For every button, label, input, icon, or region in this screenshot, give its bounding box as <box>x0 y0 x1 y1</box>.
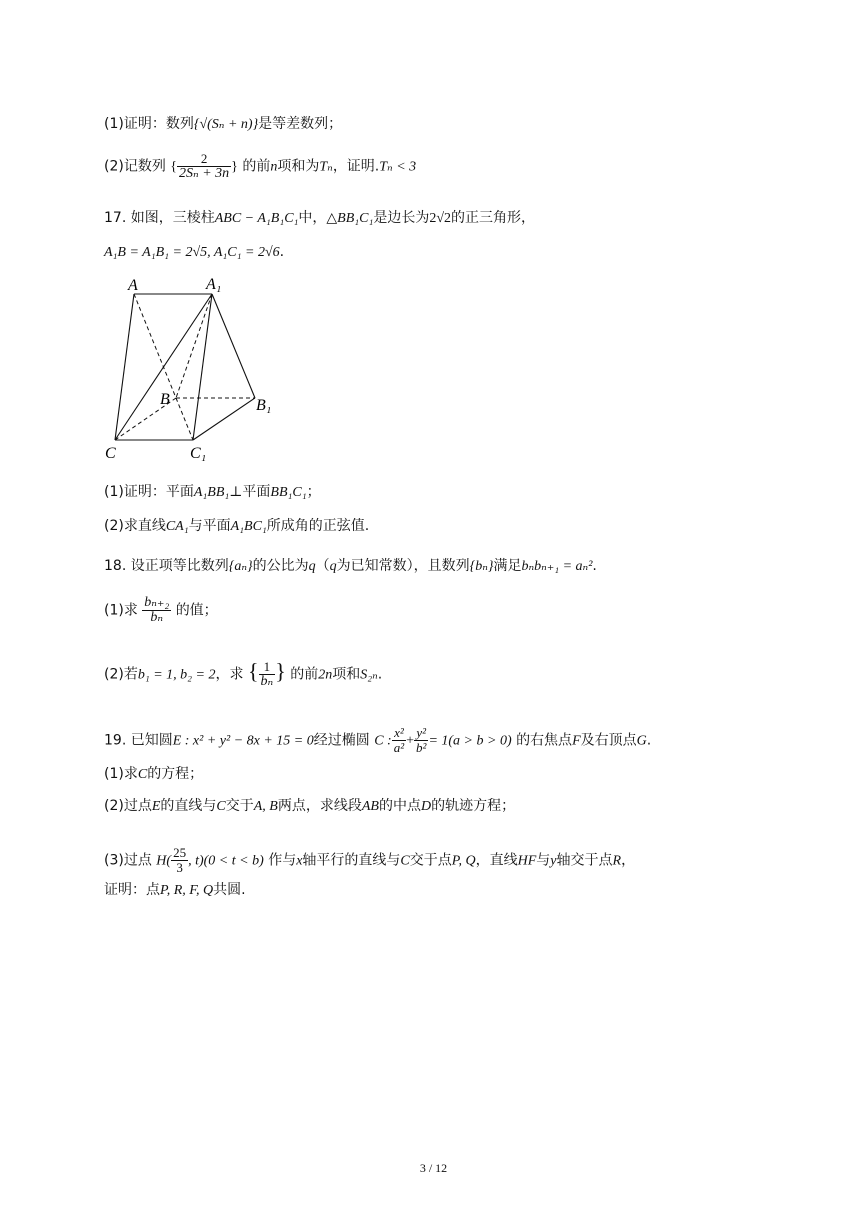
q19-part3-cont: 证明：点P, R, F, Q共圆. <box>104 882 246 898</box>
q17-stem: 17. 如图，三棱柱ABC − A₁B₁C₁中，△BB₁C₁是边长为2√2的正三角形， <box>104 210 536 226</box>
q16-part1: (1)证明：数列{√(Sₙ + n)}是等差数列； <box>104 116 343 132</box>
q16-fraction: $\frac{2}{\text{2Sₙ + 3n}}$ <box>179 151 230 181</box>
page-number: 3 / 12 <box>419 1161 448 1175</box>
prism-figure <box>100 272 290 464</box>
q16-part2: (2)记数列 { $\frac{2}{\text{2Sₙ + 3n}}$ } 的前n项和为Tₙ，证明.Tₙ < 3 <box>104 151 417 181</box>
q19-part2: (2)过点E的直线与C交于A, B两点，求线段AB的中点D的轨迹方程； <box>104 798 516 814</box>
q18-ratio-fraction: $\frac{\text{bₙ₊₂}}{\text{bₙ}}$ <box>144 595 170 625</box>
edge-C1-B1 <box>193 398 255 440</box>
q17-conditions: A₁B = A₁B₁ = 2√5, A₁C₁ = 2√6. <box>104 244 285 260</box>
q19-y-fraction: $\frac{\text{y²}}{\text{b²}}$ <box>416 725 427 755</box>
label-C: C <box>105 445 116 462</box>
hidden-edge-B-C1 <box>176 398 193 440</box>
q16-sqrt-seq: {√(Sₙ + n)} <box>193 117 259 132</box>
q17-part1: (1)证明：平面A₁BB₁⊥平面BB₁C₁； <box>104 484 321 500</box>
q19-part3: (3)过点 H( $\frac{25}{3}$ , t)(0 < t < b) 作与x轴平行的直线与C交于点P, Q，直线HF与y轴交于点R， <box>104 845 636 875</box>
q18-part1: (1)求 $\frac{\text{bₙ₊₂}}{\text{bₙ}}$ 的值； <box>104 595 218 625</box>
q19-stem: 19. 已知圆E : x² + y² − 8x + 15 = 0经过椭圆 C : $\frac{\text{x²}}{\text{a²}}$ + $\frac{\text{y²}}{\text{b²}}$ = 1(a > b > 0) 的右焦点F及右顶点G. <box>104 725 652 755</box>
q18-reciprocal-fraction: $\frac{1}{\text{bₙ}}$ <box>260 659 274 689</box>
edge-A1-C1 <box>193 294 212 440</box>
label-A1: A₁ <box>206 276 222 293</box>
edge-A1-B1 <box>212 294 255 398</box>
q18-stem: 18. 设正项等比数列{aₙ}的公比为q（q为已知常数），且数列{bₙ}满足bₙbₙ₊₁ = aₙ². <box>104 558 597 574</box>
label-A: A <box>128 277 138 294</box>
q18-part2: (2)若b₁ = 1, b₂ = 2，求 { $\frac{1}{\text{bₙ}}$ } 的前2n项和S₂ₙ. <box>104 658 383 689</box>
label-C1: C₁ <box>190 445 207 462</box>
q19-x-fraction: $\frac{\text{x²}}{\text{a²}}$ <box>393 725 405 755</box>
q17-part2: (2)求直线CA₁与平面A₁BC₁所成角的正弦值. <box>104 518 370 534</box>
hidden-edge-A-B <box>134 294 176 398</box>
label-B1: B₁ <box>256 397 272 414</box>
q19-h-fraction: $\frac{25}{3}$ <box>173 845 187 875</box>
label-B: B <box>160 391 170 408</box>
q19-part1: (1)求C的方程； <box>104 766 204 782</box>
hidden-edge-A1-B <box>176 294 212 398</box>
edge-A-C <box>115 294 134 440</box>
